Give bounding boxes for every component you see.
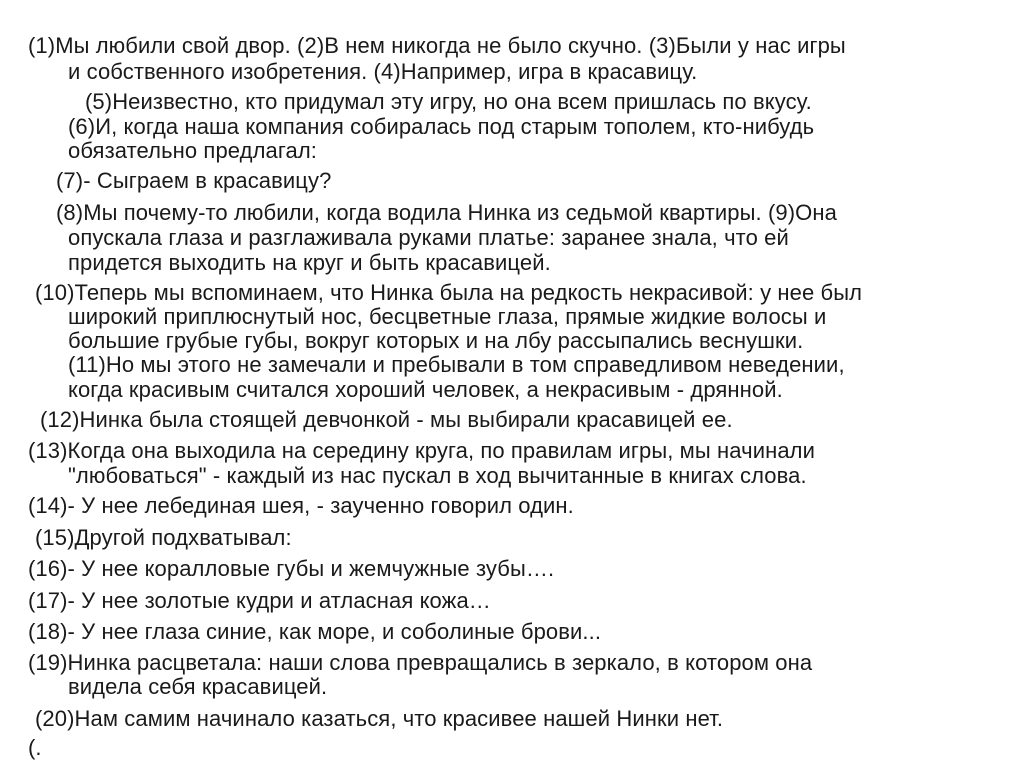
text-line-17: "любоваться" - каждый из нас пускал в ход вычитанные в книгах слова. [68, 463, 807, 488]
text-line-5: обязательно предлагал: [68, 138, 317, 163]
text-line-20: (16)- У нее коралловые губы и жемчужные зубы…. [28, 556, 555, 581]
text-line-11: широкий приплюснутый нос, бесцветные глаза, прямые жидкие волосы и [68, 304, 827, 329]
text-line-8: опускала глаза и разглаживала руками платье: заранее знала, что ей [68, 225, 789, 250]
text-line-15: (12)Нинка была стоящей девчонкой - мы выбирали красавицей ее. [40, 407, 733, 432]
text-line-24: видела себя красавицей. [68, 674, 328, 699]
text-line-16: (13)Когда она выходила на середину круга, по правилам игры, мы начинали [28, 438, 815, 463]
text-line-26: (. [28, 735, 42, 760]
text-line-1: (1)Мы любили свой двор. (2)В нем никогда не было скучно. (3)Были у нас игры [28, 33, 846, 58]
text-line-3: (5)Неизвестно, кто придумал эту игру, но она всем пришлась по вкусу. [85, 89, 812, 114]
text-line-6: (7)- Сыграем в красавицу? [56, 168, 332, 193]
text-line-25: (20)Нам самим начинало казаться, что красивее нашей Нинки нет. [35, 706, 724, 731]
text-line-18: (14)- У нее лебединая шея, - заученно говорил один. [28, 493, 574, 518]
text-line-12: большие грубые губы, вокруг которых и на лбу рассыпались веснушки. [68, 328, 804, 353]
text-line-14: когда красивым считался хороший человек, а некрасивым - дрянной. [68, 377, 783, 402]
text-line-19: (15)Другой подхватывал: [35, 525, 292, 550]
text-line-2: и собственного изобретения. (4)Например, игра в красавицу. [68, 59, 698, 84]
text-line-13: (11)Но мы этого не замечали и пребывали в том справедливом неведении, [68, 352, 845, 377]
text-line-7: (8)Мы почему-то любили, когда водила Нинка из седьмой квартиры. (9)Она [56, 200, 837, 225]
text-line-21: (17)- У нее золотые кудри и атласная кожа… [28, 588, 491, 613]
text-line-4: (6)И, когда наша компания собиралась под старым тополем, кто-нибудь [68, 114, 815, 139]
text-line-22: (18)- У нее глаза синие, как море, и соболиные брови... [28, 619, 602, 644]
text-line-9: придется выходить на круг и быть красавицей. [68, 250, 551, 275]
text-line-23: (19)Нинка расцветала: наши слова превращались в зеркало, в котором она [28, 650, 813, 675]
text-line-10: (10)Теперь мы вспоминаем, что Нинка была на редкость некрасивой: у нее был [35, 280, 863, 305]
